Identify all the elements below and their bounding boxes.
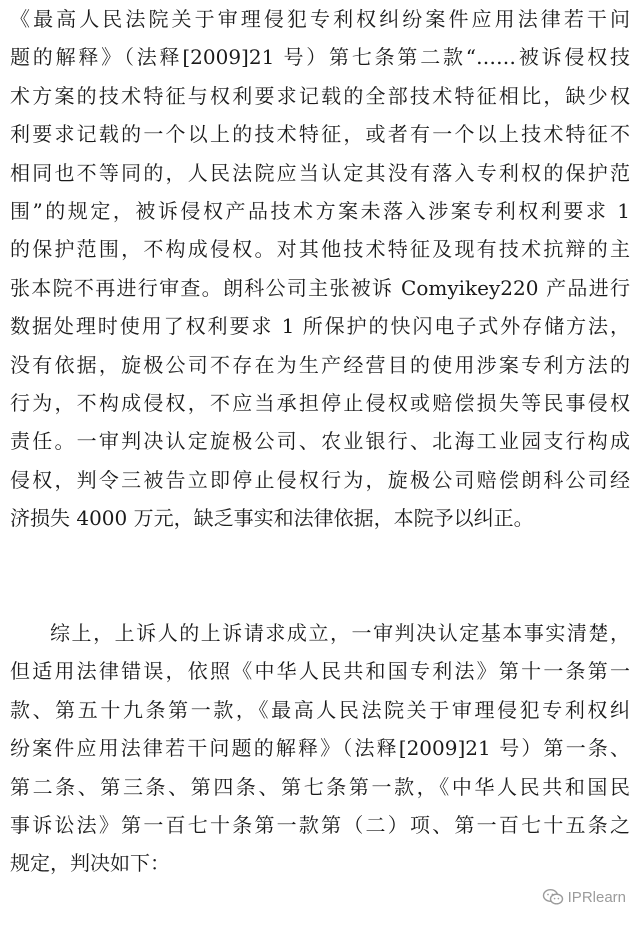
text-line: 《最高人民法院关于审理侵犯专利权纠纷案件应用法律若干问 — [10, 7, 630, 31]
text-line: 责任。一审判决认定旋极公司、农业银行、北海工业园支行构成 — [10, 429, 630, 454]
text-line: 行为，不构成侵权，不应当承担停止侵权或赔偿损失等民事侵权 — [10, 390, 630, 415]
text-line: 没有依据，旋极公司不存在为生产经营目的使用涉案专利方法的 — [10, 352, 630, 377]
text-line: 纷案件应用法律若干问题的解释》（法释[2009]21 号）第一条、 — [10, 736, 630, 761]
text-line: 款、第五十九条第一款，《最高人民法院关于审理侵犯专利权纠 — [10, 697, 630, 722]
text-line: 数据处理时使用了权利要求 1 所保护的快闪电子式外存储方法， — [10, 314, 630, 339]
paragraph-2 — [10, 614, 630, 883]
watermark-text: IPRlearn — [567, 888, 626, 906]
text-line: 的保护范围，不构成侵权。对其他技术特征及现有技术抗辩的主 — [10, 237, 630, 262]
text-line: 相同也不等同的，人民法院应当认定其没有落入专利权的保护范 — [10, 160, 630, 185]
paragraph-1 — [10, 0, 630, 537]
text-line: 规定，判决如下： — [10, 851, 170, 876]
text-line: 侵权，判令三被告立即停止侵权行为，旋极公司赔偿朗科公司经 — [10, 467, 630, 492]
text-line: 利要求记载的一个以上的技术特征，或者有一个以上技术特征不 — [10, 122, 630, 147]
text-line: 济损失 4000 万元，缺乏事实和法律依据，本院予以纠正。 — [10, 506, 534, 531]
text-line: 综上，上诉人的上诉请求成立，一审判决认定基本事实清楚， — [50, 621, 630, 645]
wechat-icon — [542, 888, 564, 906]
text-line: 术方案的技术特征与权利要求记载的全部技术特征相比，缺少权 — [10, 83, 630, 108]
text-line: 围”的规定，被诉侵权产品技术方案未落入涉案专利权利要求 1 — [10, 198, 630, 223]
text-line: 题的解释》（法释[2009]21 号）第七条第二款“……被诉侵权技 — [10, 45, 630, 70]
watermark — [542, 888, 626, 906]
text-line: 事诉讼法》第一百七十条第一款第（二）项、第一百七十五条之 — [10, 812, 630, 837]
text-line: 第二条、第三条、第四条、第七条第一款，《中华人民共和国民 — [10, 774, 630, 799]
text-line: 但适用法律错误，依照《中华人民共和国专利法》第十一条第一 — [10, 659, 630, 684]
text-line: 张本院不再进行审查。朗科公司主张被诉 Comyikey220 产品进行 — [10, 275, 630, 300]
